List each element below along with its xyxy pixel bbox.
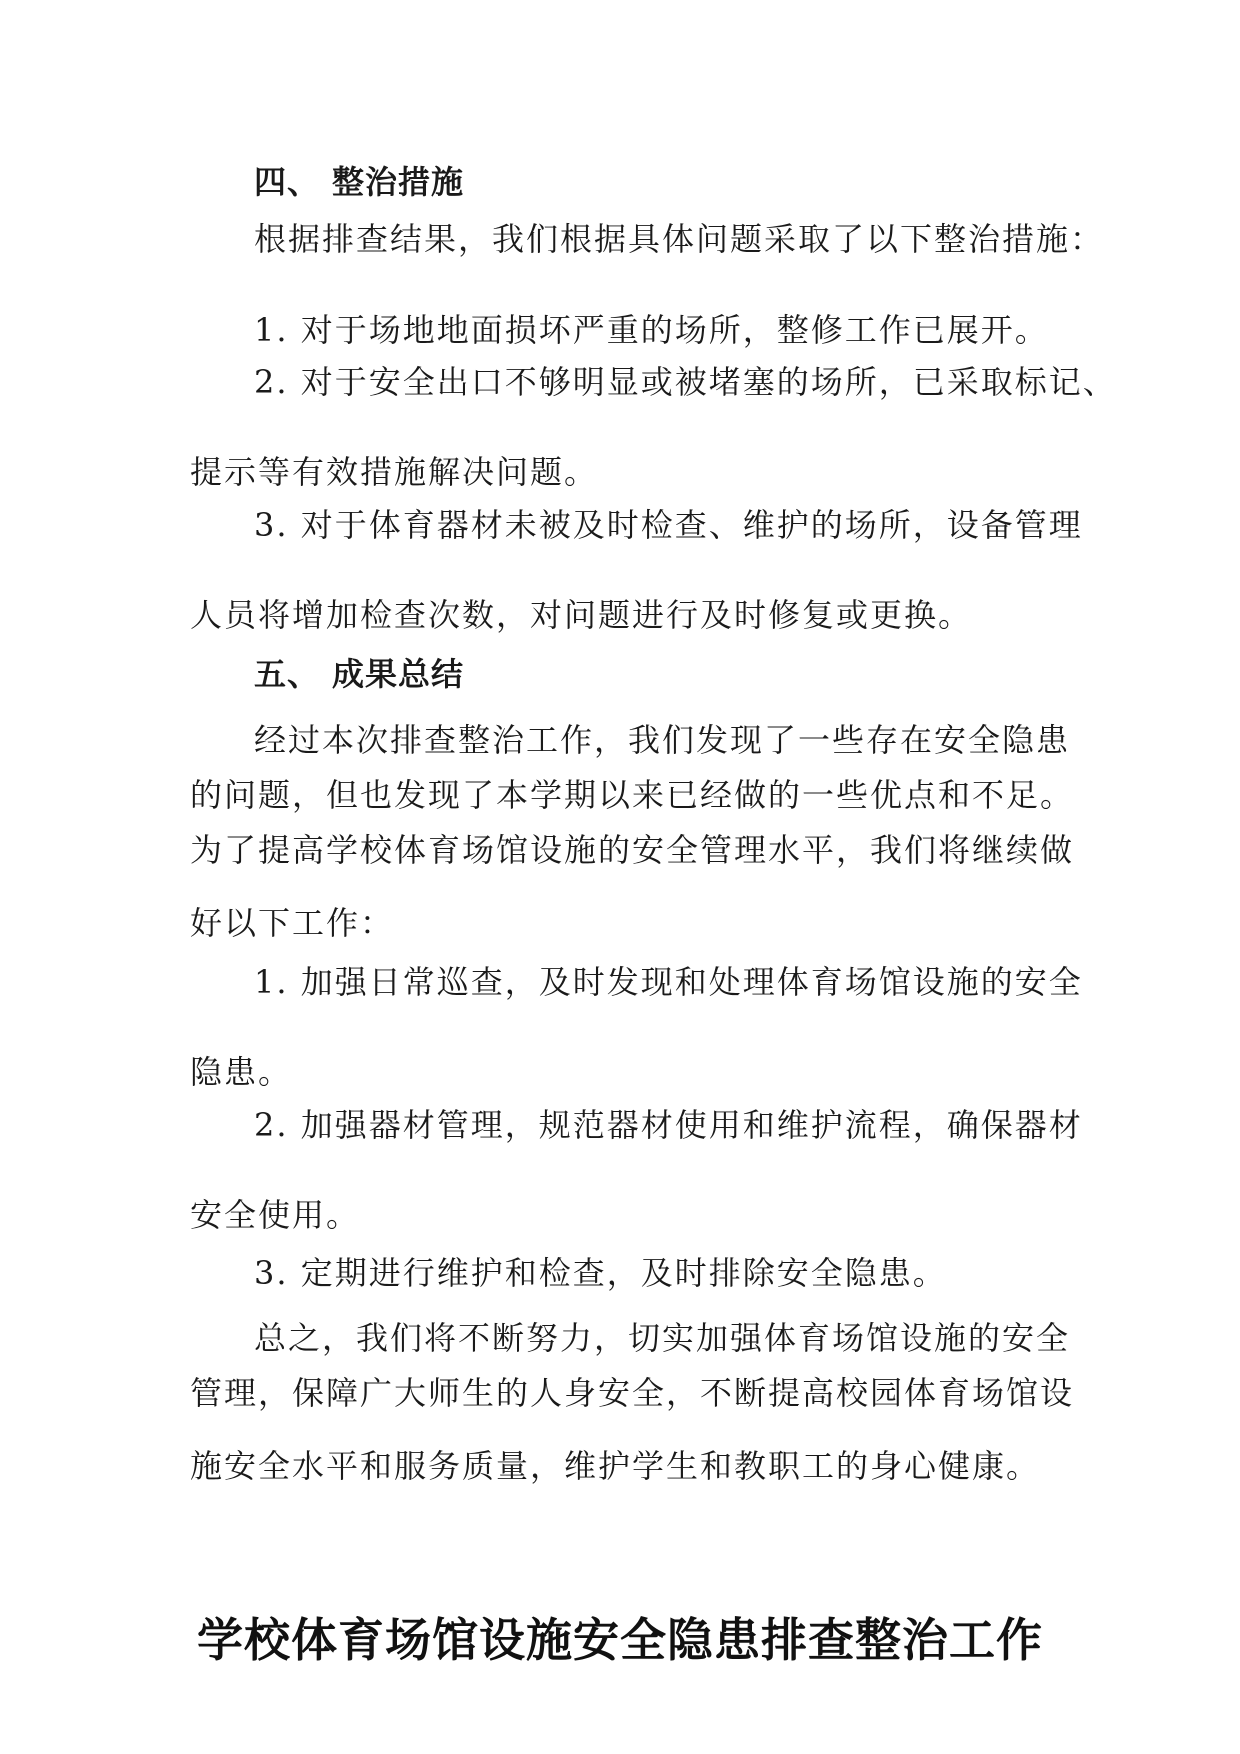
section-4-item-2-line-2: 提示等有效措施解决问题。 [190,453,599,491]
section-4-heading [254,162,1074,202]
section-4-number: 四、 [254,163,321,201]
section-5-para-line-2: 的问题，但也发现了本学期以来已经做的一些优点和不足。 [190,776,1075,814]
conclusion-line-3: 施安全水平和服务质量，维护学生和教职工的身心健康。 [190,1447,1041,1485]
section-5-item-1-line-2: 隐患。 [190,1053,293,1091]
section-4-intro: 根据排查结果，我们根据具体问题采取了以下整治措施： [254,220,1105,258]
section-4-title: 整治措施 [332,163,465,201]
next-document-title: 学校体育场馆设施安全隐患排查整治工作 [197,1613,1043,1667]
section-4-item-3-line-2: 人员将增加检查次数，对问题进行及时修复或更换。 [190,596,973,634]
section-5-number: 五、 [254,655,321,693]
section-5-para-line-1: 经过本次排查整治工作，我们发现了一些存在安全隐患 [254,721,1071,759]
section-5-item-3: 3. 定期进行维护和检查，及时排除安全隐患。 [254,1254,947,1292]
section-5-heading [254,654,1074,694]
section-5-item-1-line-1: 1. 加强日常巡查，及时发现和处理体育场馆设施的安全 [254,963,1083,1001]
section-4-item-3-line-1: 3. 对于体育器材未被及时检查、维护的场所，设备管理 [254,506,1083,544]
section-5-para-line-3: 为了提高学校体育场馆设施的安全管理水平，我们将继续做 [190,831,1075,869]
section-5-para-line-4: 好以下工作： [190,904,395,942]
section-4-item-2-line-1: 2. 对于安全出口不够明显或被堵塞的场所，已采取标记、 [254,363,1117,401]
section-5-item-2-line-2: 安全使用。 [190,1196,361,1234]
conclusion-line-2: 管理，保障广大师生的人身安全，不断提高校园体育场馆设 [190,1374,1075,1412]
section-4-item-1: 1. 对于场地地面损坏严重的场所，整修工作已展开。 [254,311,1049,349]
section-5-title: 成果总结 [332,655,465,693]
section-5-item-2-line-1: 2. 加强器材管理，规范器材使用和维护流程，确保器材 [254,1106,1083,1144]
conclusion-line-1: 总之，我们将不断努力，切实加强体育场馆设施的安全 [254,1319,1071,1357]
